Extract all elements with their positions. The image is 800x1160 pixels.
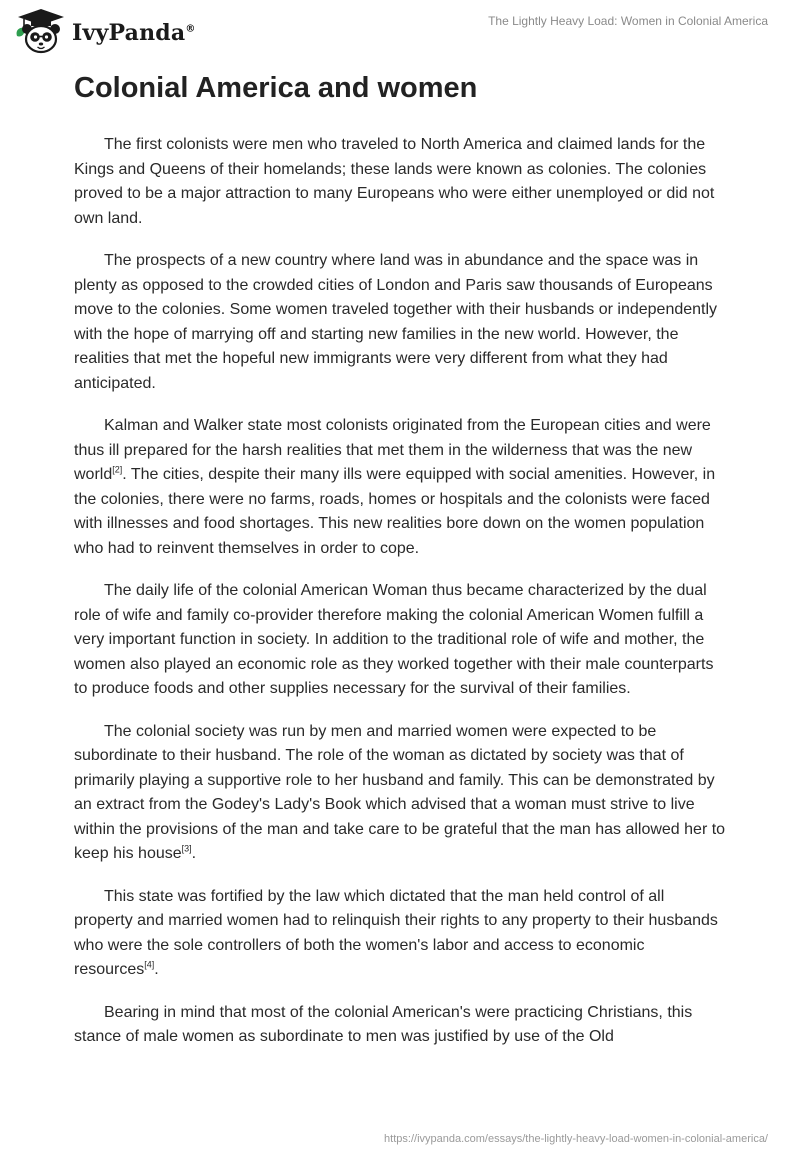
paragraph-text: Kalman and Walker state most colonists originated from the European cities and were thus ill prepared for the harsh realities that met them in the wilderness that was the new world (74, 417, 711, 483)
paragraph-6 (74, 885, 726, 983)
source-url[interactable]: https://ivypanda.com/essays/the-lightly-heavy-load-women-in-colonial-america/ (384, 1133, 768, 1145)
page-header (0, 0, 800, 60)
paragraph-3 (74, 414, 726, 561)
page-title: Colonial America and women (74, 72, 478, 104)
article-body (74, 133, 726, 1068)
citation-link[interactable]: [3] (181, 843, 192, 854)
paragraph-4 (74, 579, 726, 702)
brand-logo[interactable] (14, 8, 196, 54)
paragraph-text: . (191, 845, 197, 862)
paragraph-text: The prospects of a new country where land was in abundance and the space was in plenty as opposed to the crowded cities of London and Paris saw thousands of Europeans move to the colonies. Some women traveled together with their husbands or independently with the hope of marrying off and starting new families in the new world. However, the realities that met the hopeful new immigrants were very different from what they had anticipated. (74, 252, 718, 392)
paragraph-2 (74, 249, 726, 396)
paragraph-7 (74, 1001, 726, 1050)
paragraph-1 (74, 133, 726, 231)
paragraph-5 (74, 720, 726, 867)
paragraph-text: The first colonists were men who traveled to North America and claimed lands for the Kings and Queens of their homelands; these lands were known as colonies. The colonies proved to be a major attraction to many Europeans who were either unemployed or did not own land. (74, 136, 715, 227)
document-title: The Lightly Heavy Load: Women in Colonial America (488, 14, 768, 28)
brand-name: IvyPanda® (72, 20, 196, 46)
paragraph-text: This state was fortified by the law which dictated that the man held control of all property and married women had to relinquish their rights to any property to their husbands who were the sole controllers of both the women's labor and access to economic resources (74, 887, 718, 978)
registered-mark: ® (185, 23, 196, 35)
panda-graduation-cap-icon (14, 8, 66, 54)
citation-link[interactable]: [4] (144, 959, 155, 970)
citation-link[interactable]: [2] (112, 464, 123, 475)
paragraph-text: The daily life of the colonial American Woman thus became characterized by the dual role of wife and family co-provider therefore making the colonial American Women fulfill a very important function in society. In addition to the traditional role of wife and mother, the women also played an economic role as they worked together with their male counterparts to produce foods and other supplies necessary for the survival of their families. (74, 582, 714, 697)
paragraph-text: . The cities, despite their many ills were equipped with social amenities. However, in the colonies, there were no farms, roads, homes or hospitals and the colonists were faced with illnesses and food shortages. This new realities bore down on the women population who had to reinvent themselves in order to cope. (74, 466, 716, 557)
paragraph-text: The colonial society was run by men and married women were expected to be subordinate to their husband. The role of the woman as dictated by society was that of primarily playing a supportive role to her husband and family. This can be demonstrated by an extract from the Godey's Lady's Book which advised that a woman must strive to live within the provisions of the man and take care to be grateful that the man has allowed her to keep his house (74, 722, 726, 862)
paragraph-text: . (154, 961, 159, 978)
paragraph-text: Bearing in mind that most of the colonial American's were practicing Christians, this stance of male women as subordinate to men was justified by use of the Old (74, 1003, 693, 1045)
